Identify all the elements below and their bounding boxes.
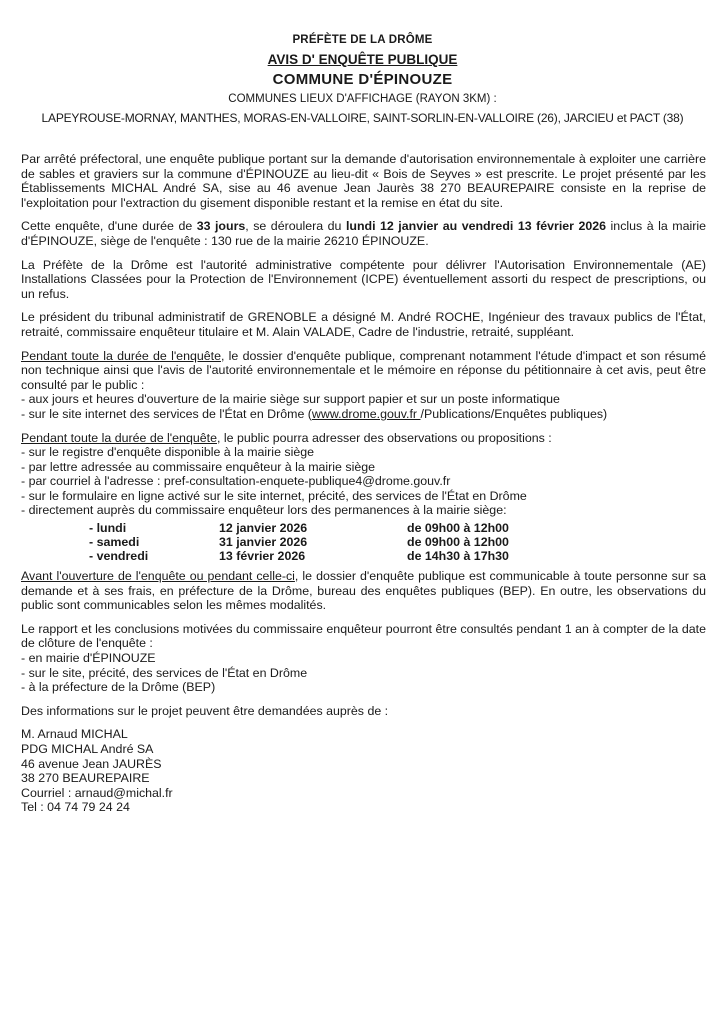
- issuing-authority: PRÉFÈTE DE LA DRÔME: [292, 34, 433, 46]
- observations-paragraph: [21, 431, 706, 446]
- list-item: - directement auprès du commissaire enquêteur lors des permanences à la mairie siège:: [21, 503, 507, 518]
- schedule-day: - samedi: [89, 535, 140, 550]
- contact-street: 46 avenue Jean JAURÈS: [21, 756, 162, 771]
- communicable-lead: Avant l'ouverture de l'enquête ou pendant celle-ci: [21, 569, 295, 584]
- posting-label: COMMUNES LIEUX D'AFFICHAGE (RAYON 3KM) :: [228, 93, 497, 105]
- contact-email: Courriel : arnaud@michal.fr: [21, 785, 173, 800]
- contact-city: 38 270 BEAUREPAIRE: [21, 771, 150, 786]
- duration-text: Cette enquête, d'une durée de: [21, 219, 197, 234]
- notice-title: AVIS D' ENQUÊTE PUBLIQUE: [267, 52, 458, 67]
- list-item: - aux jours et heures d'ouverture de la mairie siège sur support papier et sur un poste informatique: [21, 392, 560, 407]
- info-request-paragraph: Des informations sur le projet peuvent être demandées auprès de :: [21, 703, 389, 718]
- consultation-lead: Pendant toute la durée de l'enquête: [21, 348, 221, 363]
- list-item-email: - par courriel à l'adresse : pref-consultation-enquete-publique4@drome.gouv.fr: [21, 474, 451, 489]
- duration-text: , se déroulera du: [245, 219, 346, 234]
- schedule-time: de 09h00 à 12h00: [407, 521, 509, 536]
- contact-block: [21, 727, 706, 815]
- list-item: - sur le site, précité, des services de l'État en Drôme: [21, 665, 308, 680]
- report-list: [21, 651, 706, 695]
- list-item: - sur le formulaire en ligne activé sur le site internet, précité, des services de l'État en Drôme: [21, 488, 527, 503]
- notice-body: [21, 152, 706, 815]
- list-item: - sur le registre d'enquête disponible à la mairie siège: [21, 445, 315, 460]
- commissioner-paragraph: Le président du tribunal administratif de GRENOBLE a désigné M. André ROCHE, Ingénieur des travaux publics de l'État, retraité, commissaire enquêteur titulaire et M. Alain VALADE, Cadre de l'industrie, retraité, suppléant.: [21, 310, 706, 339]
- schedule-day: - lundi: [89, 521, 127, 536]
- list-item: - en mairie d'ÉPINOUZE: [21, 651, 156, 666]
- permanence-schedule: [21, 521, 706, 563]
- consultation-list: [21, 392, 706, 421]
- communicable-text: , le dossier d'enquête publique est communicable à toute personne sur sa demande et à ses frais, en préfecture de la Drôme, bureau des enquêtes publiques (BEP). En outre, les observations du public sont communicables selon les mêmes modalités.: [21, 569, 706, 613]
- consultation-text: , le dossier d'enquête publique, comprenant notamment l'étude d'impact et son résumé non technique ainsi que l'avis de l'autorité environnementale et le mémoire en réponse du pétitionnaire à cet avis, peut être consulté par le public :: [21, 348, 706, 392]
- list-item: - à la préfecture de la Drôme (BEP): [21, 680, 216, 695]
- report-paragraph: Le rapport et les conclusions motivées du commissaire enquêteur pourront être consultés pendant 1 an à compter de la date de clôture de l'enquête :: [21, 621, 706, 651]
- schedule-time: de 14h30 à 17h30: [407, 549, 509, 564]
- schedule-time: de 09h00 à 12h00: [407, 535, 509, 550]
- schedule-date: 31 janvier 2026: [219, 535, 308, 550]
- schedule-date: 13 février 2026: [219, 549, 306, 564]
- prefecture-website-link[interactable]: www.drome.gouv.fr: [311, 406, 421, 421]
- authority-paragraph: La Préfète de la Drôme est l'autorité administrative compétente pour délivrer l'Autorisation Environnementale (AE) Installations Classées pour la Protection de l'Environnement (ICPE) éventuellement assorti du respect de prescriptions, ou un refus.: [21, 257, 706, 301]
- communicable-paragraph: [21, 569, 706, 613]
- commune-title: COMMUNE D'ÉPINOUZE: [272, 71, 453, 88]
- observations-text: , le public pourra adresser des observations ou propositions :: [216, 430, 552, 445]
- schedule-row: [21, 549, 706, 563]
- duration-text: inclus à la mairie d'ÉPINOUZE, siège de l'enquête : 130 rue de la mairie 26210 ÉPINOUZE.: [21, 219, 706, 248]
- schedule-row: [21, 521, 706, 535]
- contact-role: PDG MICHAL André SA: [21, 742, 154, 756]
- notice-header: [0, 0, 725, 126]
- contact-name: M. Arnaud MICHAL: [21, 727, 128, 742]
- list-item: [21, 407, 706, 422]
- duration-paragraph: [21, 219, 706, 248]
- intro-paragraph: Par arrêté préfectoral, une enquête publique portant sur la demande d'autorisation environnementale à exploiter une carrière de sables et graviers sur la commune d'ÉPINOUZE au lieu-dit « Bois de Seyves » est prescrite. Le projet présenté par les Établissements MICHAL André SA, sise au 46 avenue Jean Jaurès 38 270 BEAUREPAIRE consiste en la reprise de l'exploitation pour l'extraction du gisement disponible restant et la remise en état du site.: [21, 152, 706, 210]
- contact-phone: Tel : 04 74 79 24 24: [21, 800, 130, 815]
- list-item-text: /Publications/Enquêtes publiques): [420, 406, 608, 421]
- duration-days: 33 jours: [196, 219, 246, 234]
- list-item-text: - sur le site internet des services de l'État en Drôme (: [21, 406, 312, 421]
- list-item: - par lettre adressée au commissaire enquêteur à la mairie siège: [21, 459, 375, 474]
- schedule-date: 12 janvier 2026: [219, 521, 308, 536]
- schedule-day: - vendredi: [89, 549, 149, 564]
- inquiry-period: lundi 12 janvier au vendredi 13 février 2026: [345, 219, 607, 234]
- posting-communes: LAPEYROUSE-MORNAY, MANTHES, MORAS-EN-VALLOIRE, SAINT-SORLIN-EN-VALLOIRE (26), JARCIEU et PACT (38): [41, 111, 684, 125]
- observations-lead: Pendant toute la durée de l'enquête: [21, 430, 217, 445]
- observations-list: [21, 445, 706, 518]
- consultation-paragraph: [21, 349, 706, 393]
- schedule-row: [21, 535, 706, 549]
